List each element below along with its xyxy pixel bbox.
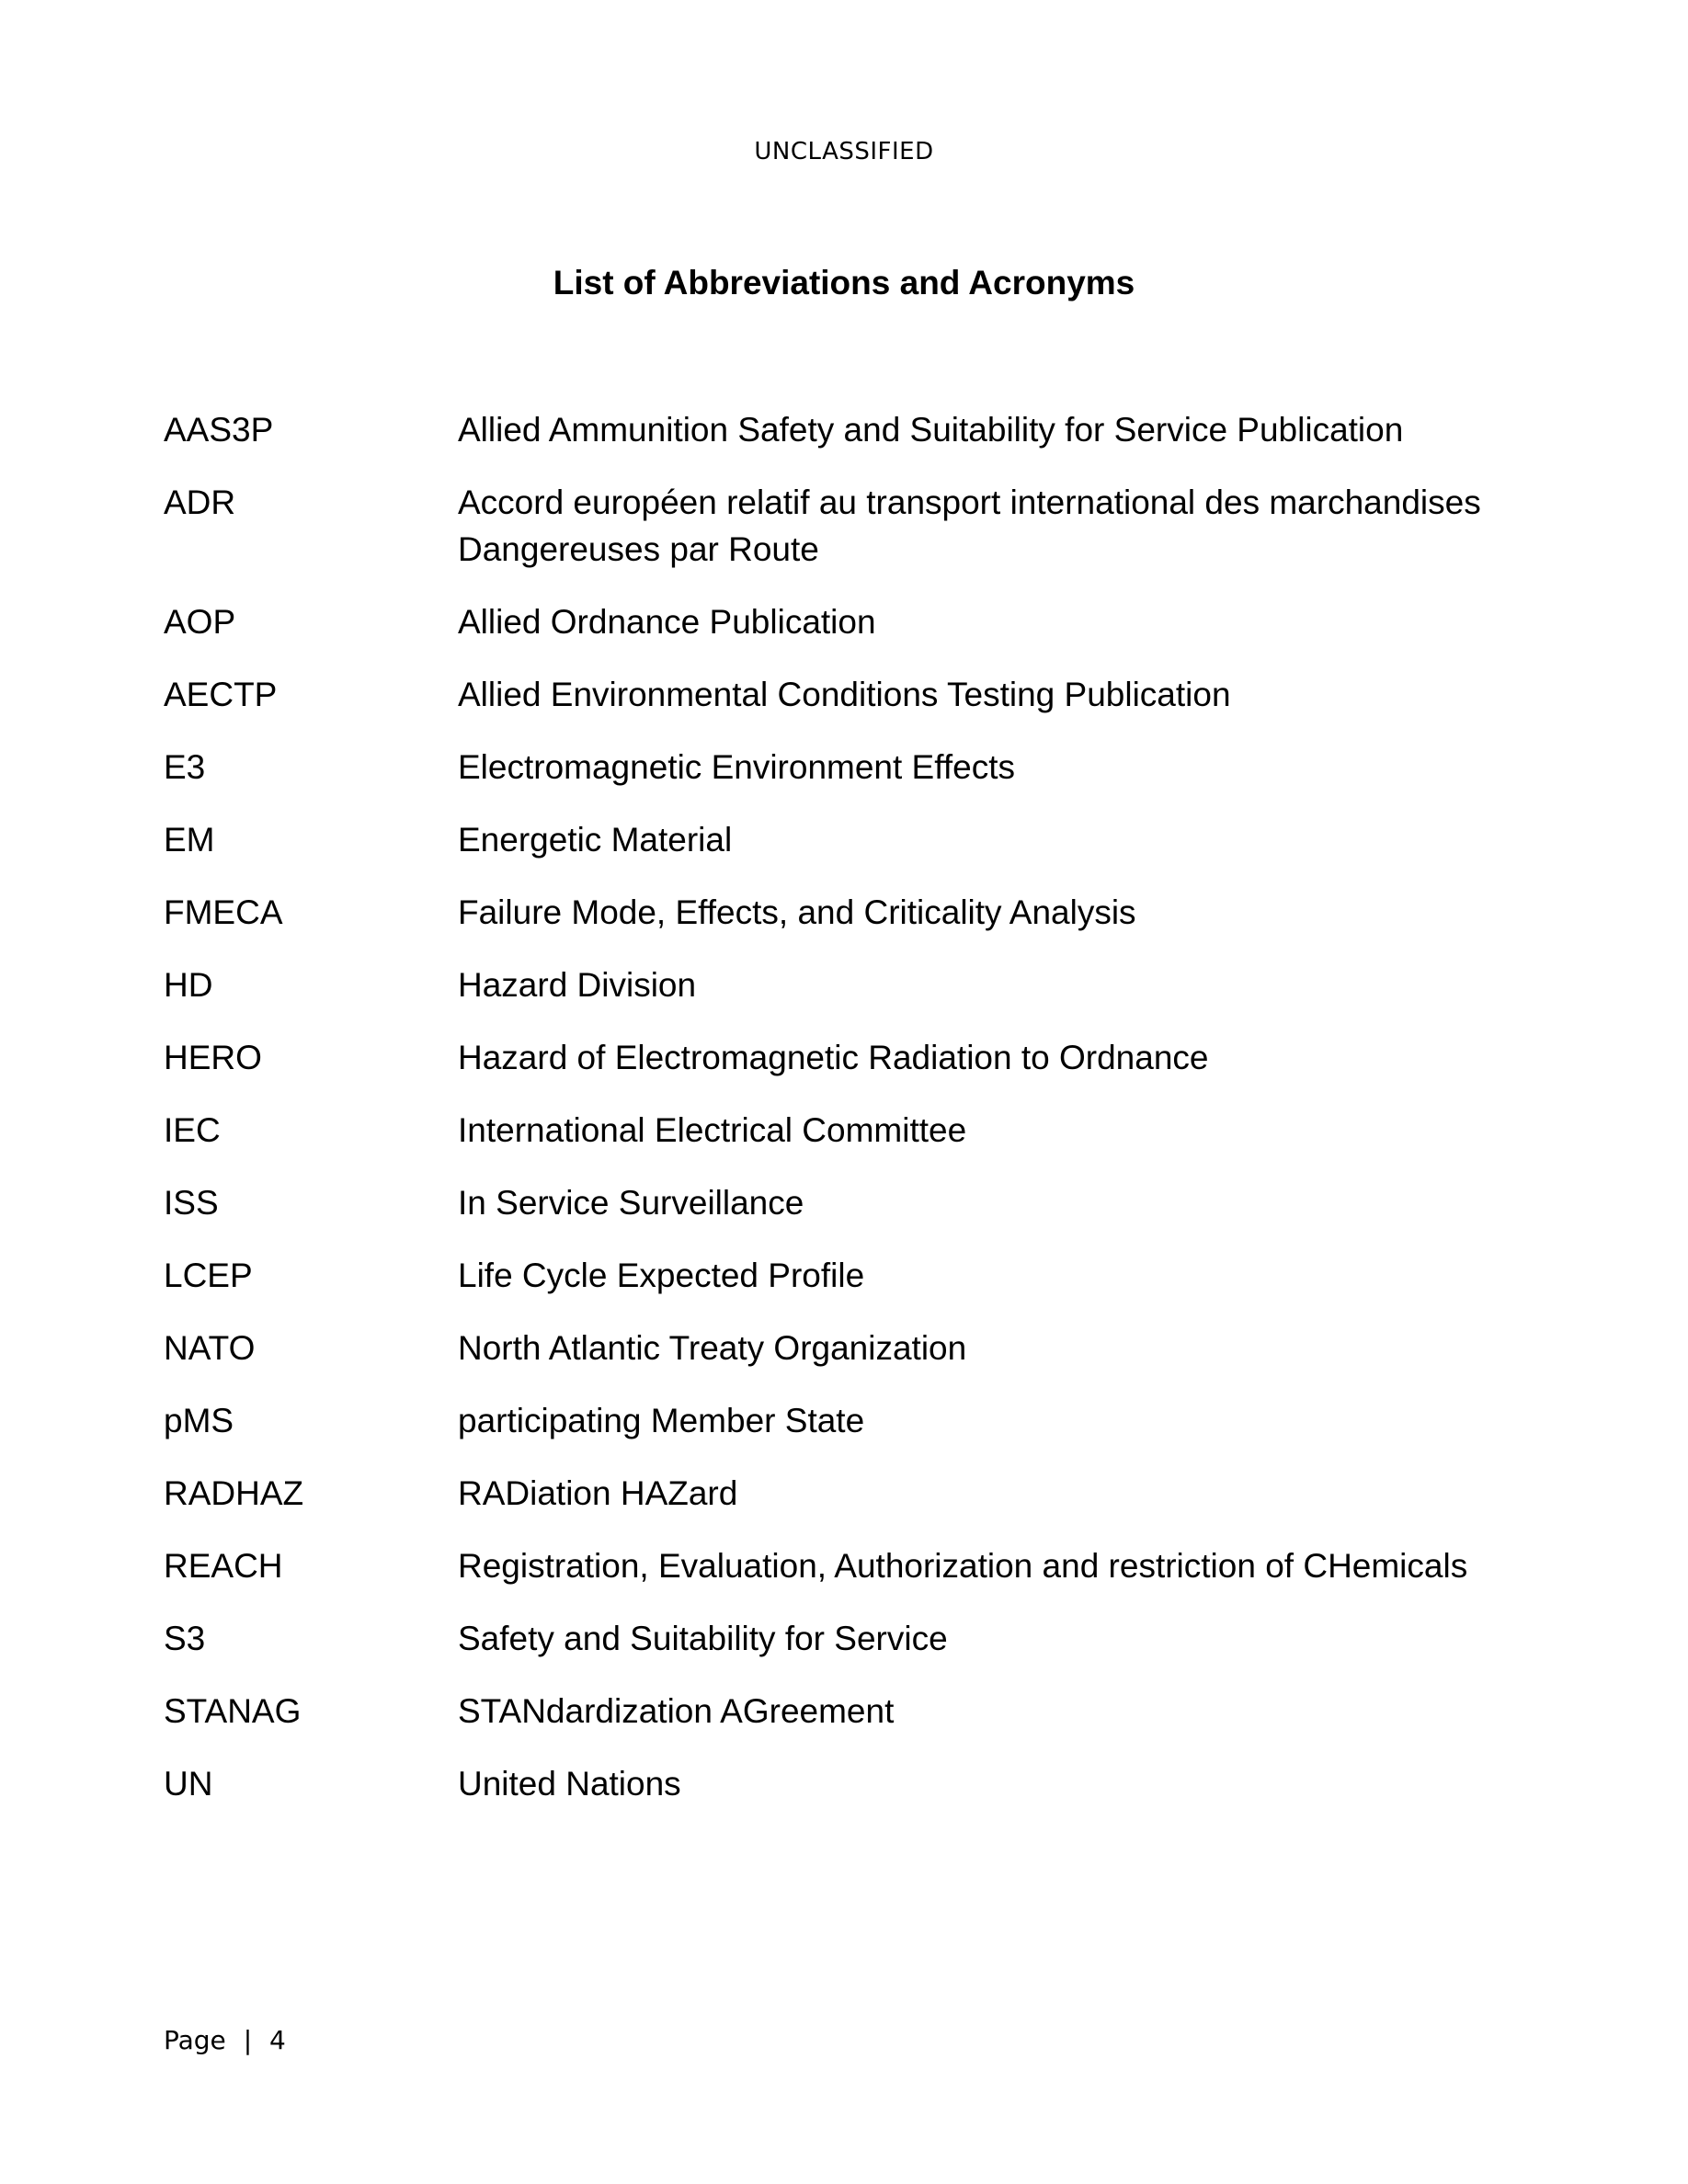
abbreviation-definition: Failure Mode, Effects, and Criticality Analysis xyxy=(458,893,1136,931)
abbreviation-definition: Energetic Material xyxy=(458,821,733,859)
abbreviation-definition: Allied Environmental Conditions Testing Publication xyxy=(458,676,1231,713)
abbreviation-definition: Safety and Suitability for Service xyxy=(458,1620,948,1657)
list-item xyxy=(164,479,1543,573)
abbreviation-definition: Hazard Division xyxy=(458,966,697,1004)
page-number: 4 xyxy=(269,2025,286,2055)
abbreviation-term: STANAG xyxy=(164,1692,302,1730)
abbreviation-term: AOP xyxy=(164,603,236,641)
list-item xyxy=(164,406,1543,453)
abbreviation-term: S3 xyxy=(164,1620,206,1657)
abbreviation-definition: Life Cycle Expected Profile xyxy=(458,1257,865,1294)
abbreviation-definition: In Service Surveillance xyxy=(458,1184,804,1222)
list-item xyxy=(164,1034,1543,1081)
abbreviation-definition: Registration, Evaluation, Authorization and restriction of CHemicals xyxy=(458,1547,1468,1585)
list-item xyxy=(164,1397,1543,1444)
abbreviation-definition: North Atlantic Treaty Organization xyxy=(458,1329,967,1367)
abbreviation-definition: STANdardization AGreement xyxy=(458,1692,895,1730)
abbreviation-definition: International Electrical Committee xyxy=(458,1111,967,1149)
abbreviation-definition: participating Member State xyxy=(458,1402,865,1439)
list-item xyxy=(164,1542,1543,1589)
list-item xyxy=(164,889,1543,936)
list-item xyxy=(164,671,1543,718)
abbreviation-term: NATO xyxy=(164,1329,256,1367)
list-item xyxy=(164,1325,1543,1371)
abbreviation-term: HERO xyxy=(164,1039,262,1076)
abbreviation-term: IEC xyxy=(164,1111,221,1149)
list-item xyxy=(164,816,1543,863)
abbreviation-term: pMS xyxy=(164,1402,234,1439)
abbreviation-term: AAS3P xyxy=(164,411,274,449)
list-item xyxy=(164,961,1543,1008)
abbreviation-definition: RADiation HAZard xyxy=(458,1474,738,1512)
page-title: List of Abbreviations and Acronyms xyxy=(553,264,1135,301)
page-separator: | xyxy=(243,2025,253,2055)
list-item xyxy=(164,1470,1543,1517)
abbreviation-term: HD xyxy=(164,966,213,1004)
list-item xyxy=(164,1252,1543,1299)
list-item xyxy=(164,1688,1543,1735)
abbreviation-term: ISS xyxy=(164,1184,219,1222)
list-item xyxy=(164,1615,1543,1662)
page-label: Page xyxy=(164,2025,226,2055)
abbreviation-definition: Hazard of Electromagnetic Radiation to Ordnance xyxy=(458,1039,1209,1076)
abbreviation-list xyxy=(164,406,1543,1833)
list-item xyxy=(164,1179,1543,1226)
abbreviation-definition: United Nations xyxy=(458,1765,681,1803)
abbreviation-term: E3 xyxy=(164,748,206,786)
page-footer xyxy=(164,2025,286,2055)
abbreviation-definition: Accord européen relatif au transport international des marchandises Dangereuses par Route xyxy=(458,483,1481,568)
abbreviation-definition: Allied Ammunition Safety and Suitability for Service Publication xyxy=(458,411,1404,449)
abbreviation-definition: Electromagnetic Environment Effects xyxy=(458,748,1015,786)
list-item xyxy=(164,744,1543,791)
abbreviation-term: RADHAZ xyxy=(164,1474,304,1512)
list-item xyxy=(164,1107,1543,1154)
abbreviation-term: FMECA xyxy=(164,893,283,931)
classification-marking: UNCLASSIFIED xyxy=(754,138,934,165)
abbreviation-term: AECTP xyxy=(164,676,278,713)
list-item xyxy=(164,598,1543,645)
abbreviation-term: LCEP xyxy=(164,1257,253,1294)
abbreviation-term: UN xyxy=(164,1765,213,1803)
abbreviation-term: REACH xyxy=(164,1547,283,1585)
abbreviation-term: ADR xyxy=(164,483,236,521)
abbreviation-definition: Allied Ordnance Publication xyxy=(458,603,876,641)
list-item xyxy=(164,1760,1543,1807)
abbreviation-term: EM xyxy=(164,821,215,859)
